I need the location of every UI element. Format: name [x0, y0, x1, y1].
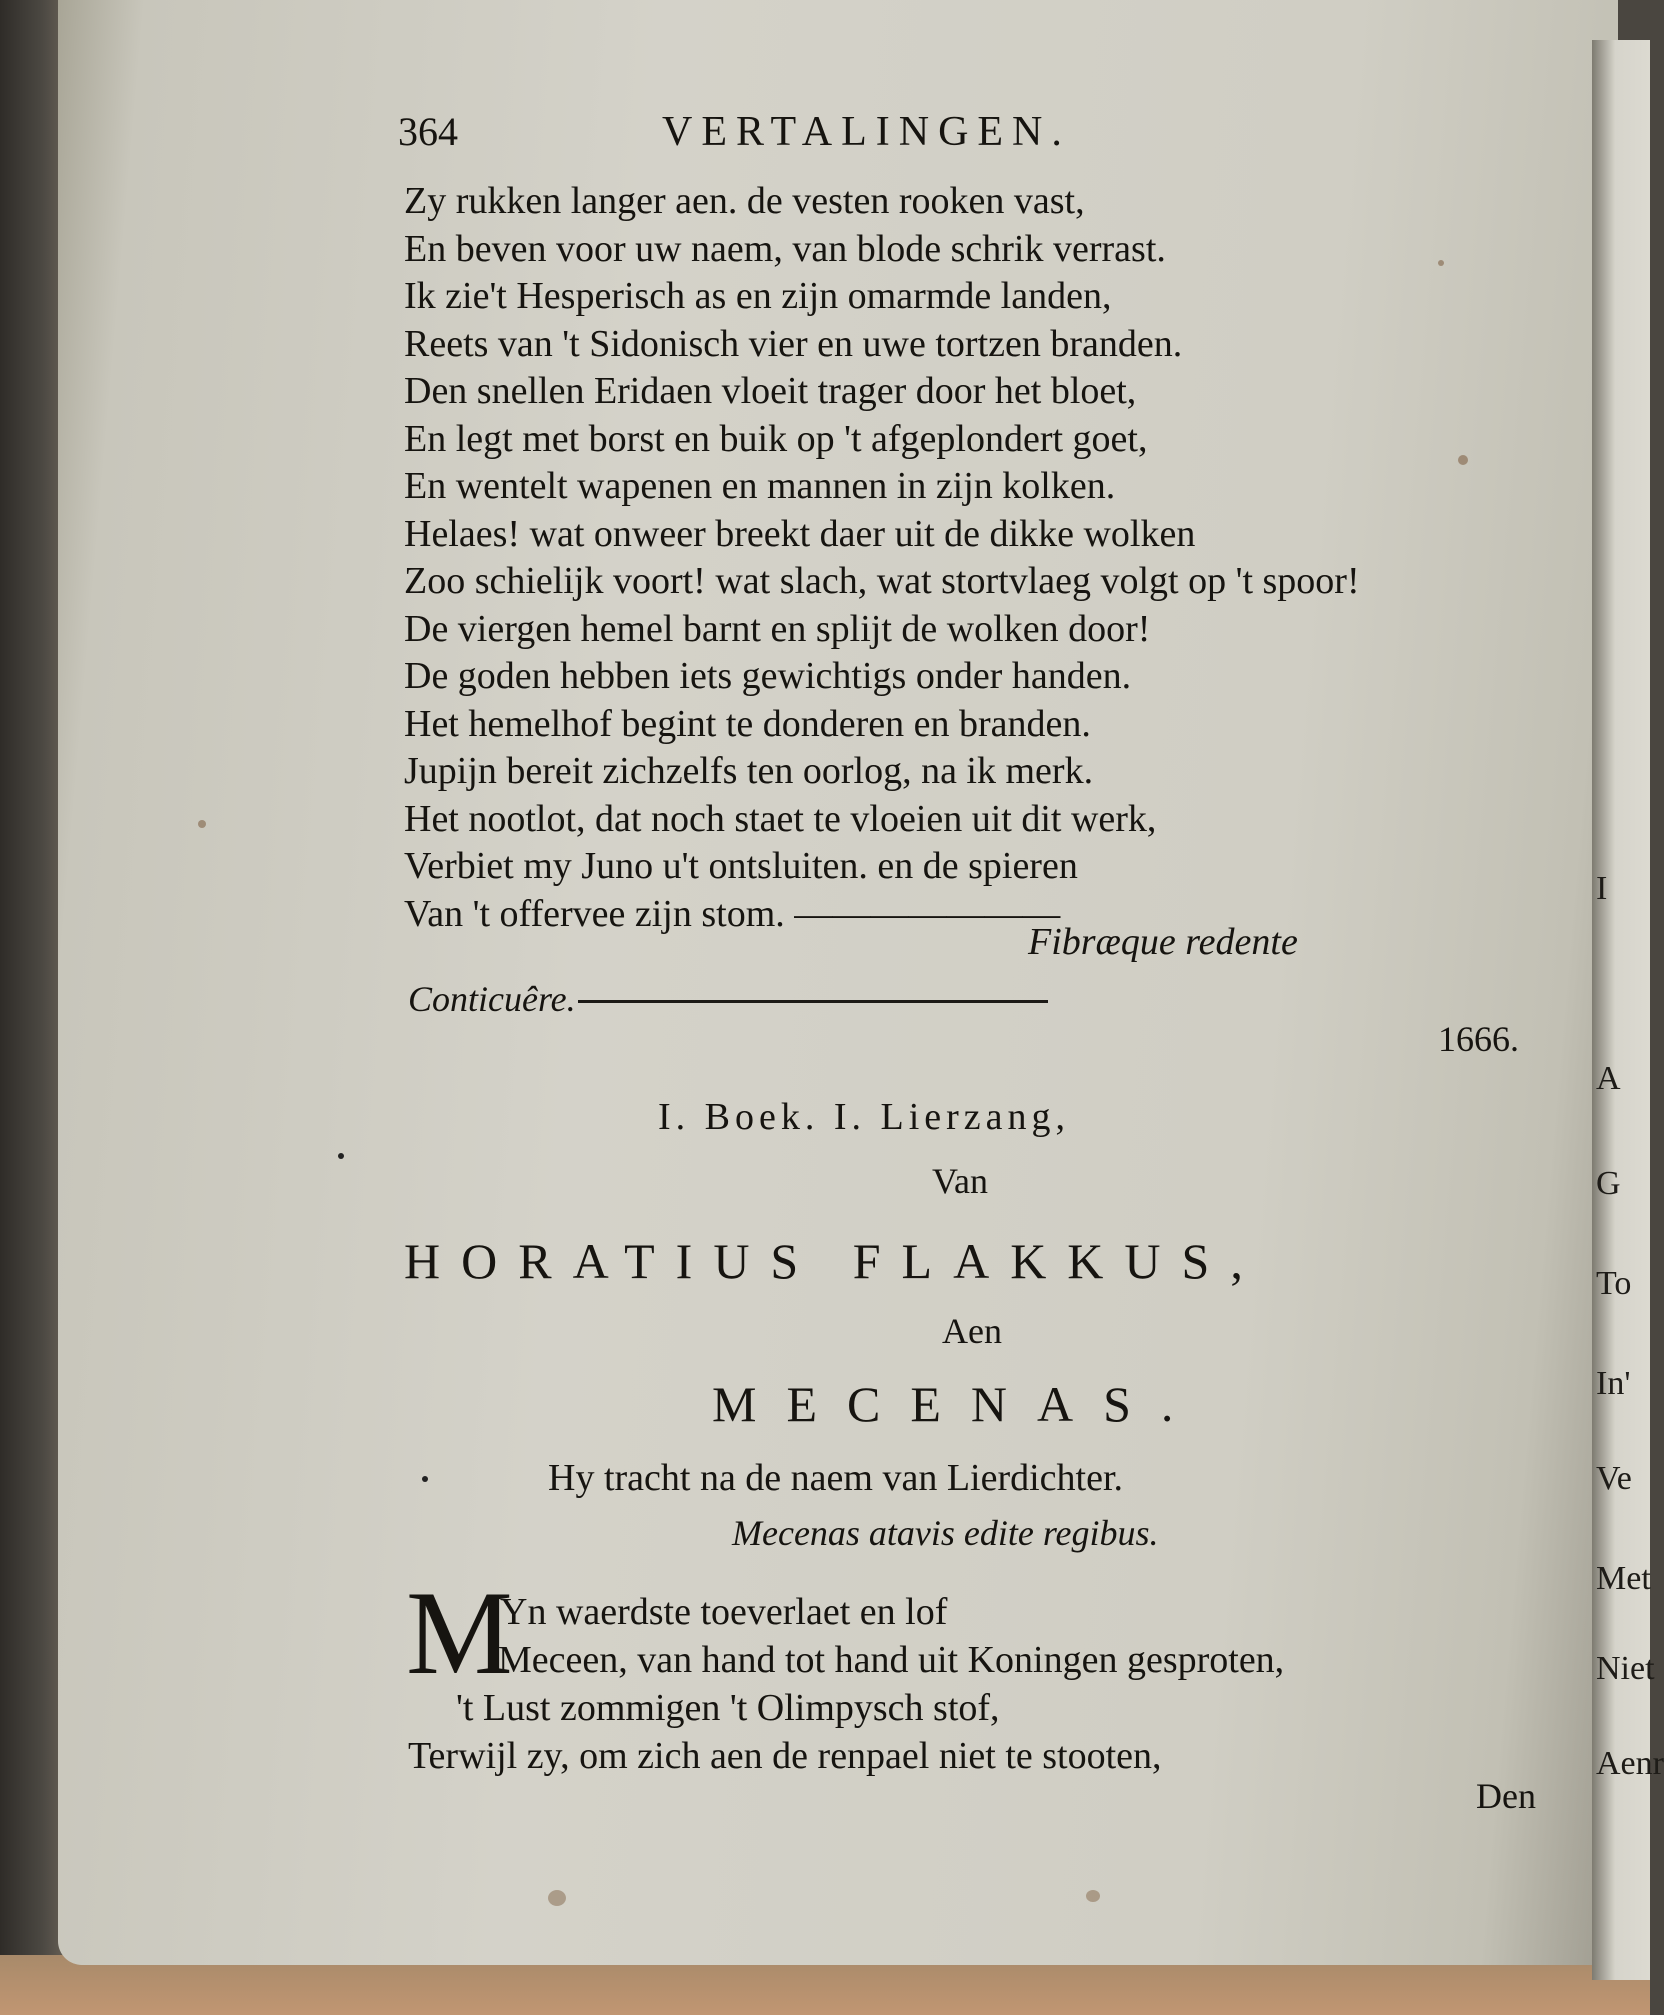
facing-page-fragment: Ve: [1596, 1460, 1632, 1497]
book-page: [58, 0, 1618, 1965]
verse-line: De goden hebben iets gewichtigs onder handen.: [404, 655, 1132, 697]
facing-page-fragment: I: [1596, 870, 1608, 907]
running-title: VERTALINGEN.: [662, 109, 1071, 155]
verse-line: Zoo schielijk voort! wat slach, wat stortvlaeg volgt op 't spoor!: [404, 560, 1360, 602]
verse-line: En wentelt wapenen en mannen in zijn kolken.: [404, 465, 1116, 507]
page-stain: [1086, 1890, 1100, 1902]
verse-line: Jupijn bereit zichzelfs ten oorlog, na ik merk.: [404, 750, 1094, 792]
poet-name: HORATIUS FLAKKUS,: [404, 1233, 1264, 1289]
verse-block: [404, 178, 1574, 938]
verse-line: Helaes! wat onweer breekt daer uit de dikke wolken: [404, 512, 1196, 555]
latin-incipit: Mecenas atavis edite regibus.: [732, 1513, 1159, 1553]
ode-line: Terwijl zy, om zich aen de renpael niet te stooten,: [408, 1735, 1162, 1777]
facing-page-fragment: G: [1596, 1165, 1621, 1202]
verse-line: Het hemelhof begint te donderen en branden.: [404, 702, 1091, 745]
ode-subtitle: Hy tracht na de naem van Lierdichter.: [548, 1457, 1124, 1499]
verse-line: Reets van 't Sidonisch vier en uwe tortzen branden.: [404, 322, 1183, 365]
year-of-translation: 1666.: [1438, 1019, 1519, 1059]
patron-name: MECENAS.: [712, 1376, 1204, 1432]
ode-heading: I. Boek. I. Lierzang,: [658, 1096, 1071, 1138]
verse-line: Zy rukken langer aen. de vesten rooken vast,: [404, 180, 1085, 222]
ornament-dot: [338, 1153, 344, 1159]
verse-line: Den snellen Eridaen vloeit trager door het bloet,: [404, 370, 1137, 412]
facing-page-fragment: In': [1596, 1365, 1631, 1402]
verse-line: Het nootlot, dat noch staet te vloeien uit dit werk,: [404, 797, 1157, 840]
verse-line: De viergen hemel barnt en splijt de wolken door!: [404, 607, 1151, 650]
page-stain: [198, 820, 206, 828]
facing-page-fragment: To: [1596, 1265, 1632, 1302]
page-number: 364: [398, 109, 458, 154]
dash-rule: [578, 1000, 1048, 1003]
ode-line: Meceen, van hand tot hand uit Koningen gesproten,: [498, 1639, 1285, 1681]
facing-page-fragment: Niet: [1596, 1650, 1655, 1687]
facing-page-fragment: A: [1596, 1060, 1621, 1097]
ode-line: 't Lust zommigen 't Olimpysch stof,: [456, 1687, 1000, 1729]
facing-page-fragment: Met: [1596, 1560, 1651, 1597]
running-head: [398, 108, 1288, 164]
page-stain: [548, 1890, 566, 1906]
word-aen: Aen: [942, 1311, 1002, 1351]
verse-line: En beven voor uw naem, van blode schrik verrast.: [404, 227, 1166, 270]
catchword: Den: [1476, 1776, 1536, 1816]
verse-line: Van 't offervee zijn stom. ———————: [404, 892, 1061, 935]
verse-line: En legt met borst en buik op 't afgeplondert goet,: [404, 417, 1148, 460]
word-van: Van: [932, 1161, 988, 1201]
latin-quote-end: Conticuêre.: [408, 979, 576, 1019]
verse-line: Verbiet my Juno u't ontsluiten. en de spieren: [404, 845, 1078, 887]
drop-cap: M: [406, 1566, 513, 1699]
ornament-dot: [422, 1476, 428, 1482]
verse-line: Ik zie't Hesperisch as en zijn omarmde landen,: [404, 275, 1112, 317]
ode-line: Yn waerdste toeverlaet en lof: [500, 1591, 948, 1633]
latin-quote: Fibræque redente: [1028, 921, 1298, 963]
facing-page-edge: [1592, 40, 1664, 1980]
facing-page-fragment: Aenr: [1596, 1745, 1664, 1782]
